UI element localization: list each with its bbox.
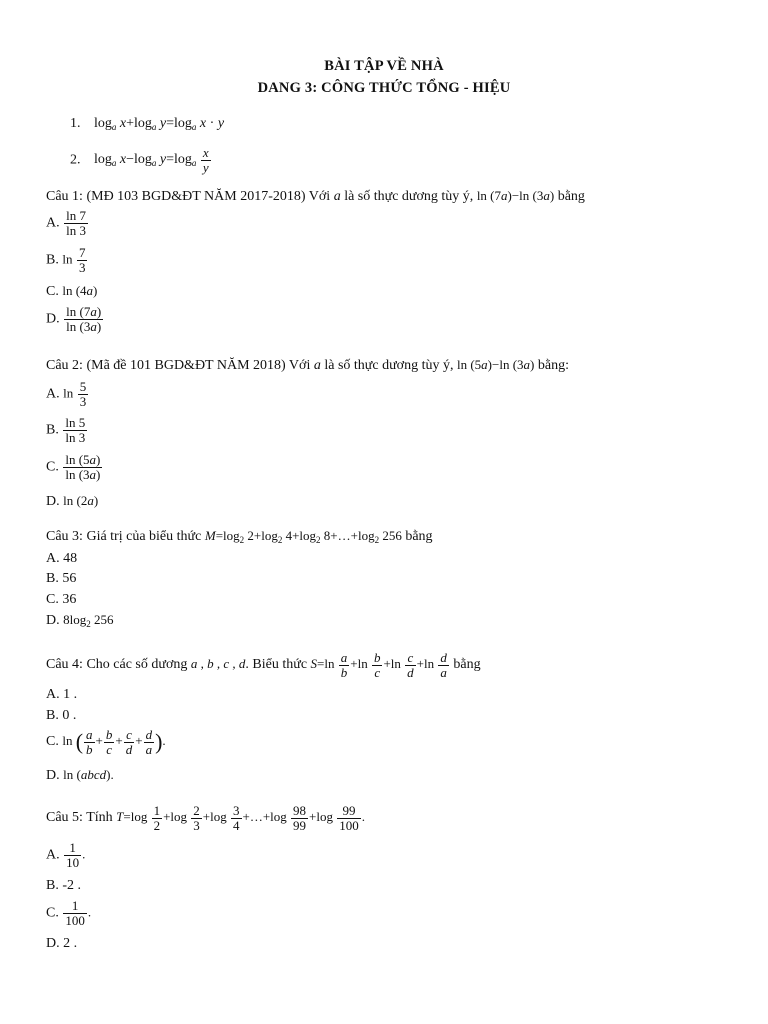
- q1-option-a: A. $\frac{\ln 7}{\ln 3}$: [46, 208, 86, 238]
- q4-option-b: B. 0 .: [46, 708, 77, 723]
- question-2: Câu 2: (Mã đề 101 BGD&ĐT NĂM 2018) Với a là số thực dương tùy ý, ln (5a)−ln (3a) bằng:: [46, 357, 569, 373]
- question-1: Câu 1: (MĐ 103 BGD&ĐT NĂM 2017-2018) Với a là số thực dương tùy ý, ln (7a)−ln (3a) bằng: [46, 188, 585, 204]
- q3-option-d: D. $8\log_2$ 256: [46, 612, 114, 629]
- q5-option-d: D. 2 .: [46, 936, 78, 951]
- q5-option-b: B. -2 .: [46, 878, 81, 893]
- q4-option-a: A. 1 .: [46, 687, 78, 702]
- q3-option-b: B. 56: [46, 571, 77, 586]
- q4-option-c: C. ln ( $\frac{a}{b}$ + $\frac{b}{c}$ + $\frac{c}{d}$ + $\frac{d}{a}$ ).: [46, 727, 166, 757]
- q2-option-d: D. ln (2a): [46, 493, 99, 509]
- q5-option-c: C. $\frac{1}{100}$ .: [46, 898, 92, 928]
- q4-option-d: D. ln (abcd).: [46, 767, 114, 783]
- q1-option-b: B. ln $\frac{7}{3}$: [46, 245, 86, 275]
- formula-2: 2. $\log_a x-\log_a$ $y=\log_a$ $\frac{x}{y}$: [70, 145, 209, 175]
- q3-option-c: C. 36: [46, 592, 77, 607]
- question-4: Câu 4: Cho các số dương a , b , c , d. Biểu thức S=ln $\frac{a}{b}$ +ln $\frac{b}{c}$ +ln $\frac{c}{d}$ +ln $\frac{d}{a}$ bằng: [46, 650, 481, 680]
- q3-option-a: A. 48: [46, 551, 78, 566]
- formula-1: 1. $\log_a x+\log_a$ $y=\log_a$ x · y: [70, 116, 225, 132]
- page-title: BÀI TẬP VỀ NHÀ: [324, 58, 444, 74]
- question-3: Câu 3: Giá trị của biểu thức $M=\log_2$ $2+\log_2$ $4+\log_2$ $8+\dots+\log_2$ 256 bằng: [46, 528, 433, 545]
- page-subtitle: DANG 3: CÔNG THỨC TỔNG - HIỆU: [257, 80, 511, 96]
- q2-option-c: C. $\frac{\ln (5a)}{\ln (3a)}$: [46, 452, 101, 482]
- q5-option-a: A. $\frac{1}{10}$ .: [46, 840, 86, 870]
- q1-option-c: C. ln (4a): [46, 283, 98, 299]
- q2-option-b: B. $\frac{\ln 5}{\ln 3}$: [46, 415, 86, 445]
- q2-option-a: A. ln $\frac{5}{3}$: [46, 379, 87, 409]
- q1-option-d: D. $\frac{\ln (7a)}{\ln (3a)}$: [46, 304, 102, 334]
- question-5: Câu 5: Tính T=log $\frac{1}{2}$ +log $\frac{2}{3}$ +log $\frac{3}{4}$ +…+log $\frac{98}{99}$ +log $\frac{99}{100}$ .: [46, 803, 365, 833]
